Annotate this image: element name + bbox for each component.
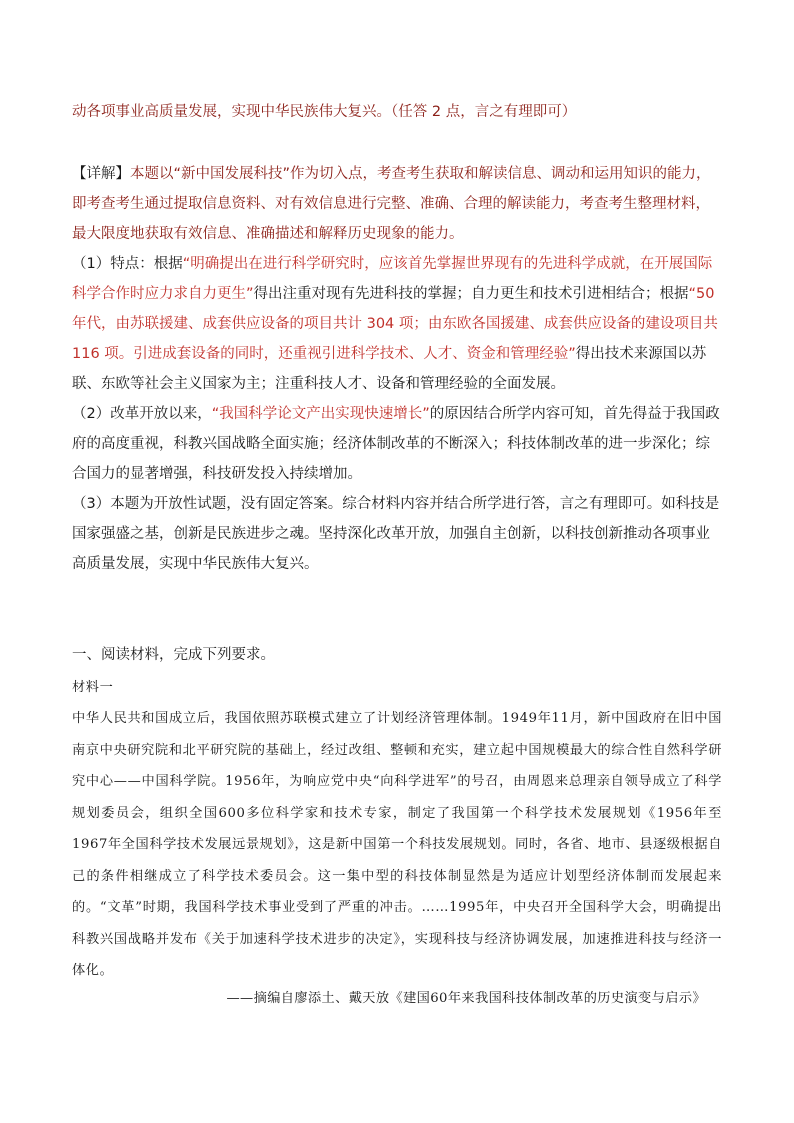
answer-tail <box>72 97 722 127</box>
material-label: 材料一 <box>72 680 114 695</box>
detail-explanation <box>72 159 722 579</box>
point-2-prefix: （2）改革开放以来， <box>72 406 212 422</box>
detail-intro-paragraph <box>72 159 722 249</box>
point-2-suffix: 的原因结合所学内容可知，首先得益于我国政府的高度重视，科教兴国战略全面实施；经济体制改革的不断深入；科技体制改革的进一步深化；综合国力的显著增强，科技研发投入持续增加。 <box>72 406 720 482</box>
question-heading: 一、阅读材料，完成下列要求。 <box>72 647 275 663</box>
point-1-quote-2: “50 年代，由苏联援建、成套供应设备的项目共计 304 项；由东欧各国援建、成套供应设备的建设项目共 116 项。引进成套设备的同时，还重视引进科学技术、人才、资金和管理经验” <box>72 286 718 362</box>
point-1-mid: 得出注重对现有先进科技的掌握；自力更生和技术引进相结合；根据 <box>253 286 689 302</box>
point-1-suffix: 得出技术来源国以苏联、东欧等社会主义国家为主；注重科技人才、设备和管理经验的全面发展。 <box>72 346 707 392</box>
point-1-prefix: （1）特点：根据 <box>72 256 183 272</box>
detail-point-3: （3）本题为开放性试题，没有固定答案。综合材料内容并结合所学进行答，言之有理即可。如科技是国家强盛之基，创新是民族进步之魂。坚持深化改革开放，加强自主创新，以科技创新推动各项事业高质量发展，实现中华民族伟大复兴。 <box>72 496 720 572</box>
answer-tail-text: 动各项事业高质量发展，实现中华民族伟大复兴。（任答 2 点，言之有理即可） <box>72 104 577 120</box>
detail-intro-text: 本题以“新中国发展科技”作为切入点，考查考生获取和解读信息、调动和运用知识的能力，即考查考生通过提取信息资料、对有效信息进行完整、准确、合理的解读能力，考查考生整理材料，最大限度地获取有效信息、准确描述和解释历史现象的能力。 <box>72 166 711 242</box>
detail-label: 【详解】 <box>72 166 130 182</box>
detail-point-2 <box>72 399 722 489</box>
material-source: ——摘编自廖添土、戴天放《建国60年来我国科技体制改革的历史演变与启示》 <box>226 991 706 1006</box>
detail-point-1 <box>72 249 722 399</box>
point-2-quote: “我国科学论文产出实现快速增长” <box>211 406 430 422</box>
material-text: 中华人民共和国成立后，我国依照苏联模式建立了计划经济管理体制。1949年11月，新中国政府在旧中国南京中央研究院和北平研究院的基础上，经过改组、整顿和充实，建立起中国规模最大的综合性自然科学研究中心——中国科学院。1956年，为响应党中央“向科学进军”的号召，由周恩来总理亲自领导成立了科学规划委员会，组织全国600多位科学家和技术专家，制定了我国第一个科学技术发展规划《1956年至1967年全国科学技术发展远景规划》，这是新中国第一个科技发展规划。同时，各省、地市、县逐级根据自己的条件相继成立了科学技术委员会。这一集中型的科技体制显然是为适应计划型经济体制而发展起来的。“文革”时期，我国科学技术事业受到了严重的冲击。……1995年，中央召开全国科学大会，明确提出科教兴国战略并发布《关于加速科学技术进步的决定》，实现科技与经济协调发展，加速推进科技与经济一体化。 <box>72 711 722 978</box>
point-1-quote-1: “明确提出在进行科学研究时，应该首先掌握世界现有的先进科学成就，在开展国际科学合作时应力求自力更生” <box>72 256 713 302</box>
